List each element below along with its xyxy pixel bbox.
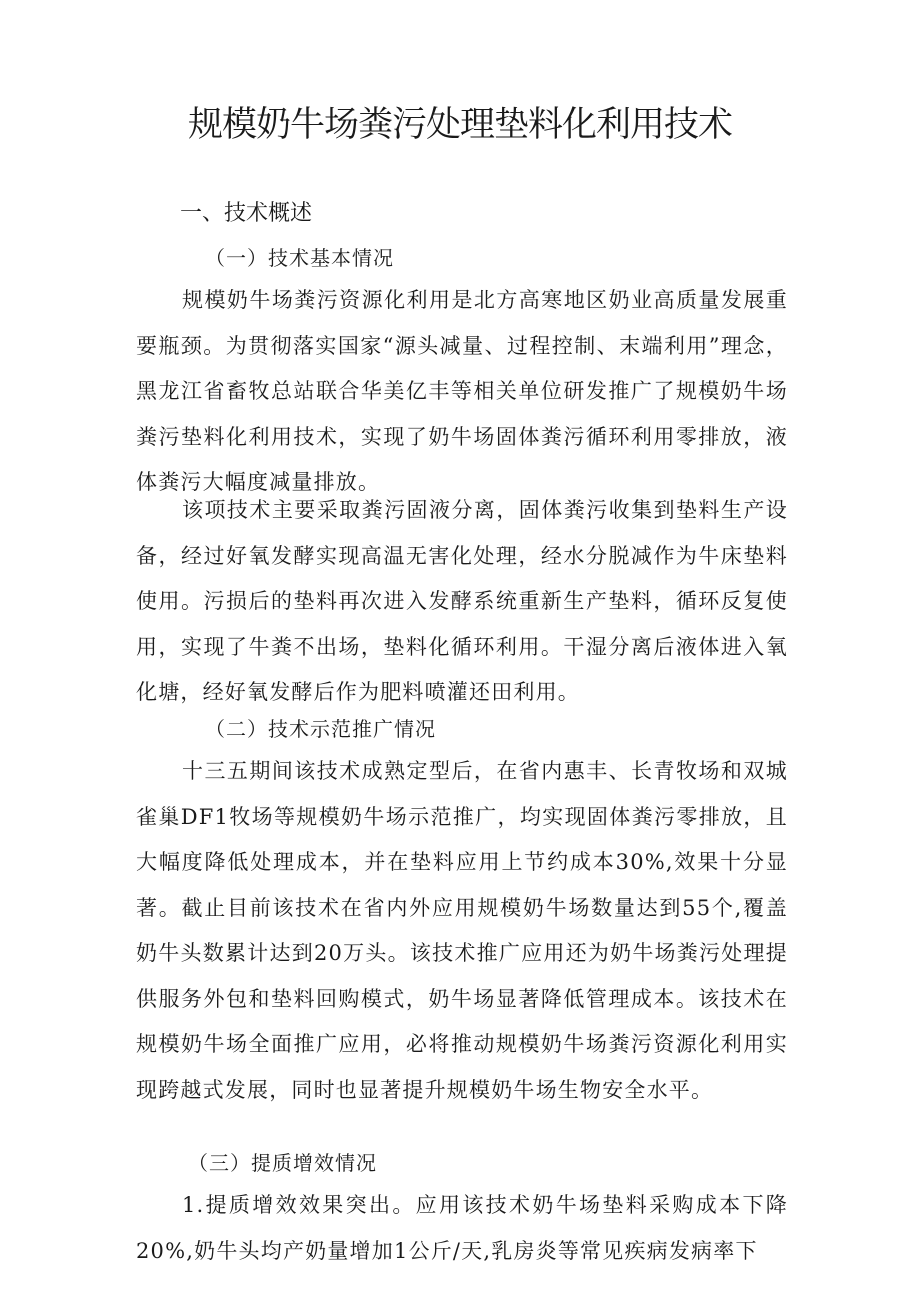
document-title: 规模奶牛场粪污处理垫料化利用技术 <box>187 105 732 145</box>
paragraph-basic-2: 该项技术主要采取粪污固液分离，固体粪污收集到垫料生产设备，经过好氧发酵实现高温无害化处理，经水分脱减作为牛床垫料使用。污损后的垫料再次进入发酵系统重新生产垫料，循环反复使用，实现了牛粪不出场，垫料化循环利用。干湿分离后液体进入氧化塘，经好氧发酵后作为肥料喷灌还田利用。 <box>136 498 788 704</box>
paragraph-demo-1: 十三五期间该技术成熟定型后，在省内惠丰、长青牧场和双城雀巢DF1牧场等规模奶牛场示范推广，均实现固体粪污零排放，且大幅度降低处理成本，并在垫料应用上节约成本30%,效果十分显著。截止目前该技术在省内外应用规模奶牛场数量达到55个,覆盖奶牛头数累计达到20万头。该技术推广应用还为奶牛场粪污处理提供服务外包和垫料回购模式，奶牛场显著降低管理成本。该技术在规模奶牛场全面推广应用，必将推动规模奶牛场粪污资源化利用实现跨越式发展，同时也显著提升规模奶牛场生物安全水平。 <box>136 759 788 1102</box>
section-heading-overview: 一、技术概述 <box>180 201 313 226</box>
paragraph-efficiency-1: 1.提质增效效果突出。应用该技术奶牛场垫料采购成本下降20%,奶牛头均产奶量增加1公斤/天,乳房炎等常见疾病发病率下 <box>136 1193 788 1263</box>
subsection-heading-demo: （二）技术示范推广情况 <box>205 717 436 741</box>
subsection-heading-basic: （一）技术基本情况 <box>205 246 394 270</box>
paragraph-basic-1: 规模奶牛场粪污资源化利用是北方高寒地区奶业高质量发展重要瓶颈。为贯彻落实国家“源头减量、过程控制、末端利用”理念，黑龙江省畜牧总站联合华美亿丰等相关单位研发推广了规模奶牛场粪污垫料化利用技术，实现了奶牛场固体粪污循环利用零排放，液体粪污大幅度减量排放。 <box>136 288 788 494</box>
subsection-heading-efficiency: （三）提质增效情况 <box>188 1151 377 1175</box>
